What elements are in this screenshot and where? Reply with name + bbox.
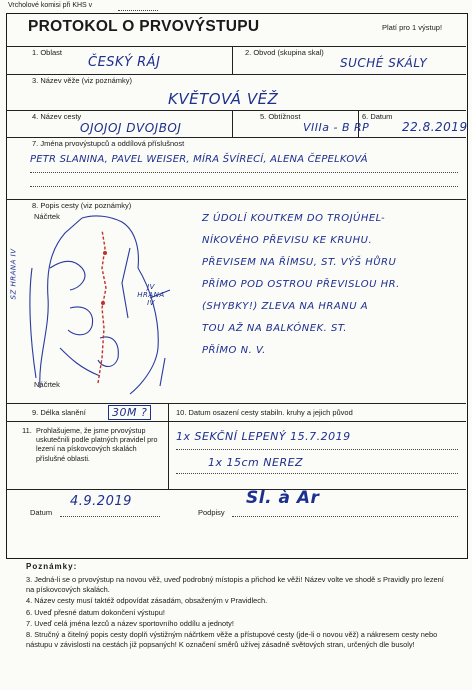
field-3-label: 3. Název věže (viz poznámky) xyxy=(32,76,133,85)
field-10-line2: 1x 15cm NEREZ xyxy=(208,456,304,469)
divider xyxy=(168,403,169,421)
sketch-label-bottom: Náčrtek xyxy=(34,380,60,389)
field-5-label: 5. Obtížnost xyxy=(260,112,301,121)
field-2-label: 2. Obvod (skupina skal) xyxy=(245,48,324,57)
dotted-line xyxy=(232,516,458,517)
route-line: (SHYBKY!) ZLEVA NA HRANU A xyxy=(202,301,369,312)
divider xyxy=(168,421,169,489)
field-2-value: SUCHÉ SKÁLY xyxy=(340,56,428,70)
field-4-value: OJOJOJ DVOJBOJ xyxy=(80,121,182,135)
dotted-line xyxy=(30,186,458,187)
field-8-label: 8. Popis cesty (viz poznámky) xyxy=(32,201,132,210)
sketch-drawing xyxy=(10,208,210,403)
sketch-label-top: Náčrtek xyxy=(34,212,60,221)
valid-note: Platí pro 1 výstup! xyxy=(382,23,443,32)
dotted-line xyxy=(176,473,458,474)
dotted-line xyxy=(30,172,458,173)
date-label: Datum xyxy=(30,508,53,517)
divider xyxy=(6,403,466,404)
dotted-line xyxy=(176,449,458,450)
field-3-value: KVĚTOVÁ VĚŽ xyxy=(168,90,279,108)
note-item: 7. Uveď celá jména lezců a název sportovního oddílu a jednoty! xyxy=(26,618,234,628)
divider xyxy=(6,489,466,490)
field-11-label: 11. xyxy=(22,426,32,435)
field-6-label: 6. Datum xyxy=(362,112,393,121)
divider xyxy=(6,421,466,422)
field-7-label: 7. Jména prvovýstupců a oddílová příslušnost xyxy=(32,139,185,148)
field-6-value: 22.8.2019 xyxy=(402,120,468,134)
field-4-label: 4. Název cesty xyxy=(32,112,82,121)
commission-dotted-line xyxy=(118,10,158,11)
field-1-label: 1. Oblast xyxy=(32,48,63,57)
route-line: PŘÍMO POD OSTROU PŘEVISLOU HR. xyxy=(202,279,400,290)
route-line: PŘEVISEM NA ŘÍMSU, ST. VÝŠ HŮRU xyxy=(202,257,397,268)
route-line: TOU AŽ NA BALKÓNEK. ST. xyxy=(202,323,347,334)
date-value: 4.9.2019 xyxy=(70,494,132,509)
field-5-value: VIIIa - B RP xyxy=(303,121,370,134)
route-line: Z ÚDOLÍ KOUTKEM DO TROJÚHEL- xyxy=(202,213,386,224)
field-10-line1: 1x SEKČNÍ LEPENÝ 15.7.2019 xyxy=(176,430,351,443)
divider xyxy=(6,137,466,138)
field-11-text: Prohlašujeme, že jsme prvovýstup uskutečnili podle platných pravidel pro lezení na pískovcových skalách příslušné oblasti. xyxy=(36,426,158,463)
divider xyxy=(6,110,466,111)
divider xyxy=(6,46,466,47)
signatures-label: Podpisy xyxy=(198,508,225,517)
sketch-right-label: JV HRANA IV xyxy=(137,283,165,307)
note-item: 8. Stručný a čitelný popis cesty doplň výstižným náčrtkem věže a přístupové cesty (jde-li o novou věž) a nákresem cesty nebo nástupu v závislosti na cestách již popsaných! K označení směrů užívej zásadně světových stran, určených dle busoly! xyxy=(26,630,438,650)
sketch-left-label: SZ HRANA IV xyxy=(9,248,18,300)
notes-title: Poznámky: xyxy=(26,562,78,571)
field-7-value: PETR SLANINA, PAVEL WEISER, MÍRA ŠVÍRECÍ, ALENA ČEPELKOVÁ xyxy=(30,154,368,165)
route-sketch xyxy=(10,208,210,403)
field-9-value: 30M ? xyxy=(108,405,151,420)
note-item: 4. Název cesty musí taktéž odpovídat zásadám, obsaženým v Pravidlech. xyxy=(26,596,268,606)
commission-label: Vrcholové komisi při KHS v xyxy=(8,2,93,9)
signatures-value: Sl. à Ar xyxy=(246,488,320,508)
divider xyxy=(232,110,233,137)
route-description xyxy=(202,208,464,362)
field-9-label: 9. Délka slanění xyxy=(32,408,86,417)
route-line: PŘÍMO N. V. xyxy=(202,345,266,356)
field-10-label: 10. Datum osazení cesty stabiln. kruhy a jejich původ xyxy=(176,408,353,417)
divider xyxy=(232,46,233,74)
note-item: 3. Jedná-li se o prvovýstup na novou věž, uveď podrobný místopis a přichod ke věži! Název volte ve shodě s Pravidly pro lezení na pískovcových skalách. xyxy=(26,575,444,595)
field-1-value: ČESKÝ RÁJ xyxy=(88,55,161,70)
form-title: PROTOKOL O PRVOVÝSTUPU xyxy=(28,18,260,35)
dotted-line xyxy=(60,516,160,517)
route-line: NÍKOVÉHO PŘEVISU KE KRUHU. xyxy=(202,235,373,246)
divider xyxy=(6,199,466,200)
note-item: 6. Uveď přesné datum dokončení výstupu! xyxy=(26,607,165,617)
divider xyxy=(6,74,466,75)
notes-list xyxy=(26,575,450,650)
